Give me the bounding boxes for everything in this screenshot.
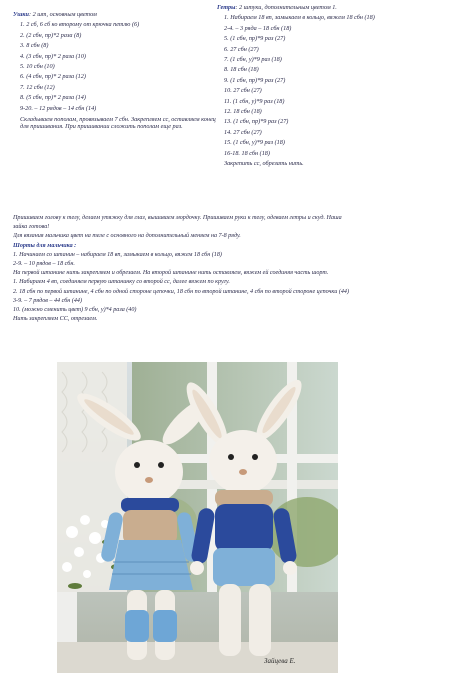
shorts-row: На первой штанине нить закрепляем и обрезаем. На второй штанине нить оставляем, вяжем ей соединяя часть шорт.	[13, 270, 329, 277]
ears-row: 4. (3 сбн, пр)* 2 раза (10)	[20, 52, 86, 60]
ears-row: 8. (5 сбн, пр)* 2 раза (14)	[20, 94, 86, 102]
feet-row: 7. (1 сбн, у)*9 раз (18)	[224, 56, 282, 64]
ears-intro: : 2 шт, основным цветом	[28, 11, 97, 18]
shorts-heading: Шорты для мальчика :	[13, 242, 77, 249]
shorts-row: 1. Набираем 4 вп, соединяем первую штанинку со второй сс, далее вяжем по кругу.	[13, 279, 230, 286]
feet-section	[217, 3, 457, 170]
feet-row: 8. 18 сбн (18)	[224, 66, 259, 74]
ears-note: Складываем пополам, провязываем 7 сбн. Закрепляем сс, оставляем конец для пришивания. При пришивании сложить пополам еще раз.	[20, 116, 216, 131]
feet-header	[217, 3, 457, 13]
feet-heading: Гетры	[217, 4, 236, 11]
feet-row: 10. 27 сбн (27)	[224, 87, 262, 95]
feet-finish: Закрепить сс, обрезать нить.	[224, 160, 304, 168]
shorts-row: 1. Начинаем со штанин – набираем 18 вп, замыкаем в кольцо, вяжем 18 сбн (18)	[13, 251, 222, 258]
assembly-section	[13, 214, 453, 324]
shorts-row: 2. 18 сбн по первой штанине, 4 сбн по одной стороне цепочки, 18 сбн по второй штанине, 4 сбн по второй стороне цепочки (44)	[13, 288, 350, 295]
ears-row: 7. 12 сбн (12)	[20, 83, 55, 91]
shorts-row: 10. (можно сменить цвет) 9 сбн, у)*4 раза (40)	[13, 307, 137, 314]
shorts-row: 3-9. – 7 рядов – 44 сбн (44)	[13, 297, 82, 304]
assembly-line: Пришиваем голову к телу, делаем утяжку для глаз, вышиваем мордочку. Пришиваем руки к телу, одеваем гетры и скуд. Наша	[13, 215, 342, 221]
feet-row: 12. 18 сбн (18)	[224, 108, 262, 116]
feet-row: 6. 27 сбн (27)	[224, 45, 259, 53]
ears-row: 9-20. – 12 рядов – 14 сбн (14)	[20, 104, 97, 112]
feet-row: 1. Набираем 18 вп, замыкаем в кольцо, вяжем 18 сбн (18)	[224, 14, 375, 22]
bunnies-photo	[57, 362, 338, 673]
feet-row: 15. (1 сбн, у)*9 раз (18)	[224, 139, 285, 147]
ears-section	[13, 10, 218, 130]
ears-header	[13, 10, 218, 20]
feet-row: 11. (1 сбн, у)*9 раз (18)	[224, 97, 285, 105]
ears-heading: Ушки	[13, 11, 29, 18]
ears-row: 3. 8 сбн (8)	[20, 42, 49, 50]
photo-caption: Зайцева Е.	[264, 657, 296, 665]
assembly-line: Для вязания мальчика цвет на теле с основного на дополнительный меняем на 7-8 ряду.	[13, 233, 241, 240]
shorts-row: 2-9. – 10 рядов – 18 сбн.	[13, 261, 75, 268]
shorts-row: Нить закрепляем СС, отрезаем.	[13, 316, 98, 323]
ears-row: 1. 2 сб, 6 сб ко второму от крючка петлю (6)	[20, 21, 140, 29]
feet-row: 9. (1 сбн, пр)*9 раз (27)	[224, 76, 286, 84]
feet-row: 2-4. – 3 ряда – 18 сбн (18)	[224, 24, 292, 32]
feet-row: 13. (1 сбн, пр)*9 раз (27)	[224, 118, 289, 126]
ears-row: 6. (4 сбн, пр)* 2 раза (12)	[20, 73, 86, 81]
ears-row: 2. (2 сбн, пр)*2 раза (8)	[20, 31, 82, 39]
ears-row: 5. 10 сбн (10)	[20, 63, 55, 71]
feet-row: 5. (1 сбн, пр)*9 раз (27)	[224, 35, 286, 43]
feet-intro: : 2 штуки, дополнительным цветом 1.	[235, 4, 337, 11]
assembly-line: зайка готова!	[13, 224, 50, 231]
feet-row: 16-18. 18 сбн (18)	[224, 149, 270, 157]
feet-row: 14. 27 сбн (27)	[224, 128, 262, 136]
